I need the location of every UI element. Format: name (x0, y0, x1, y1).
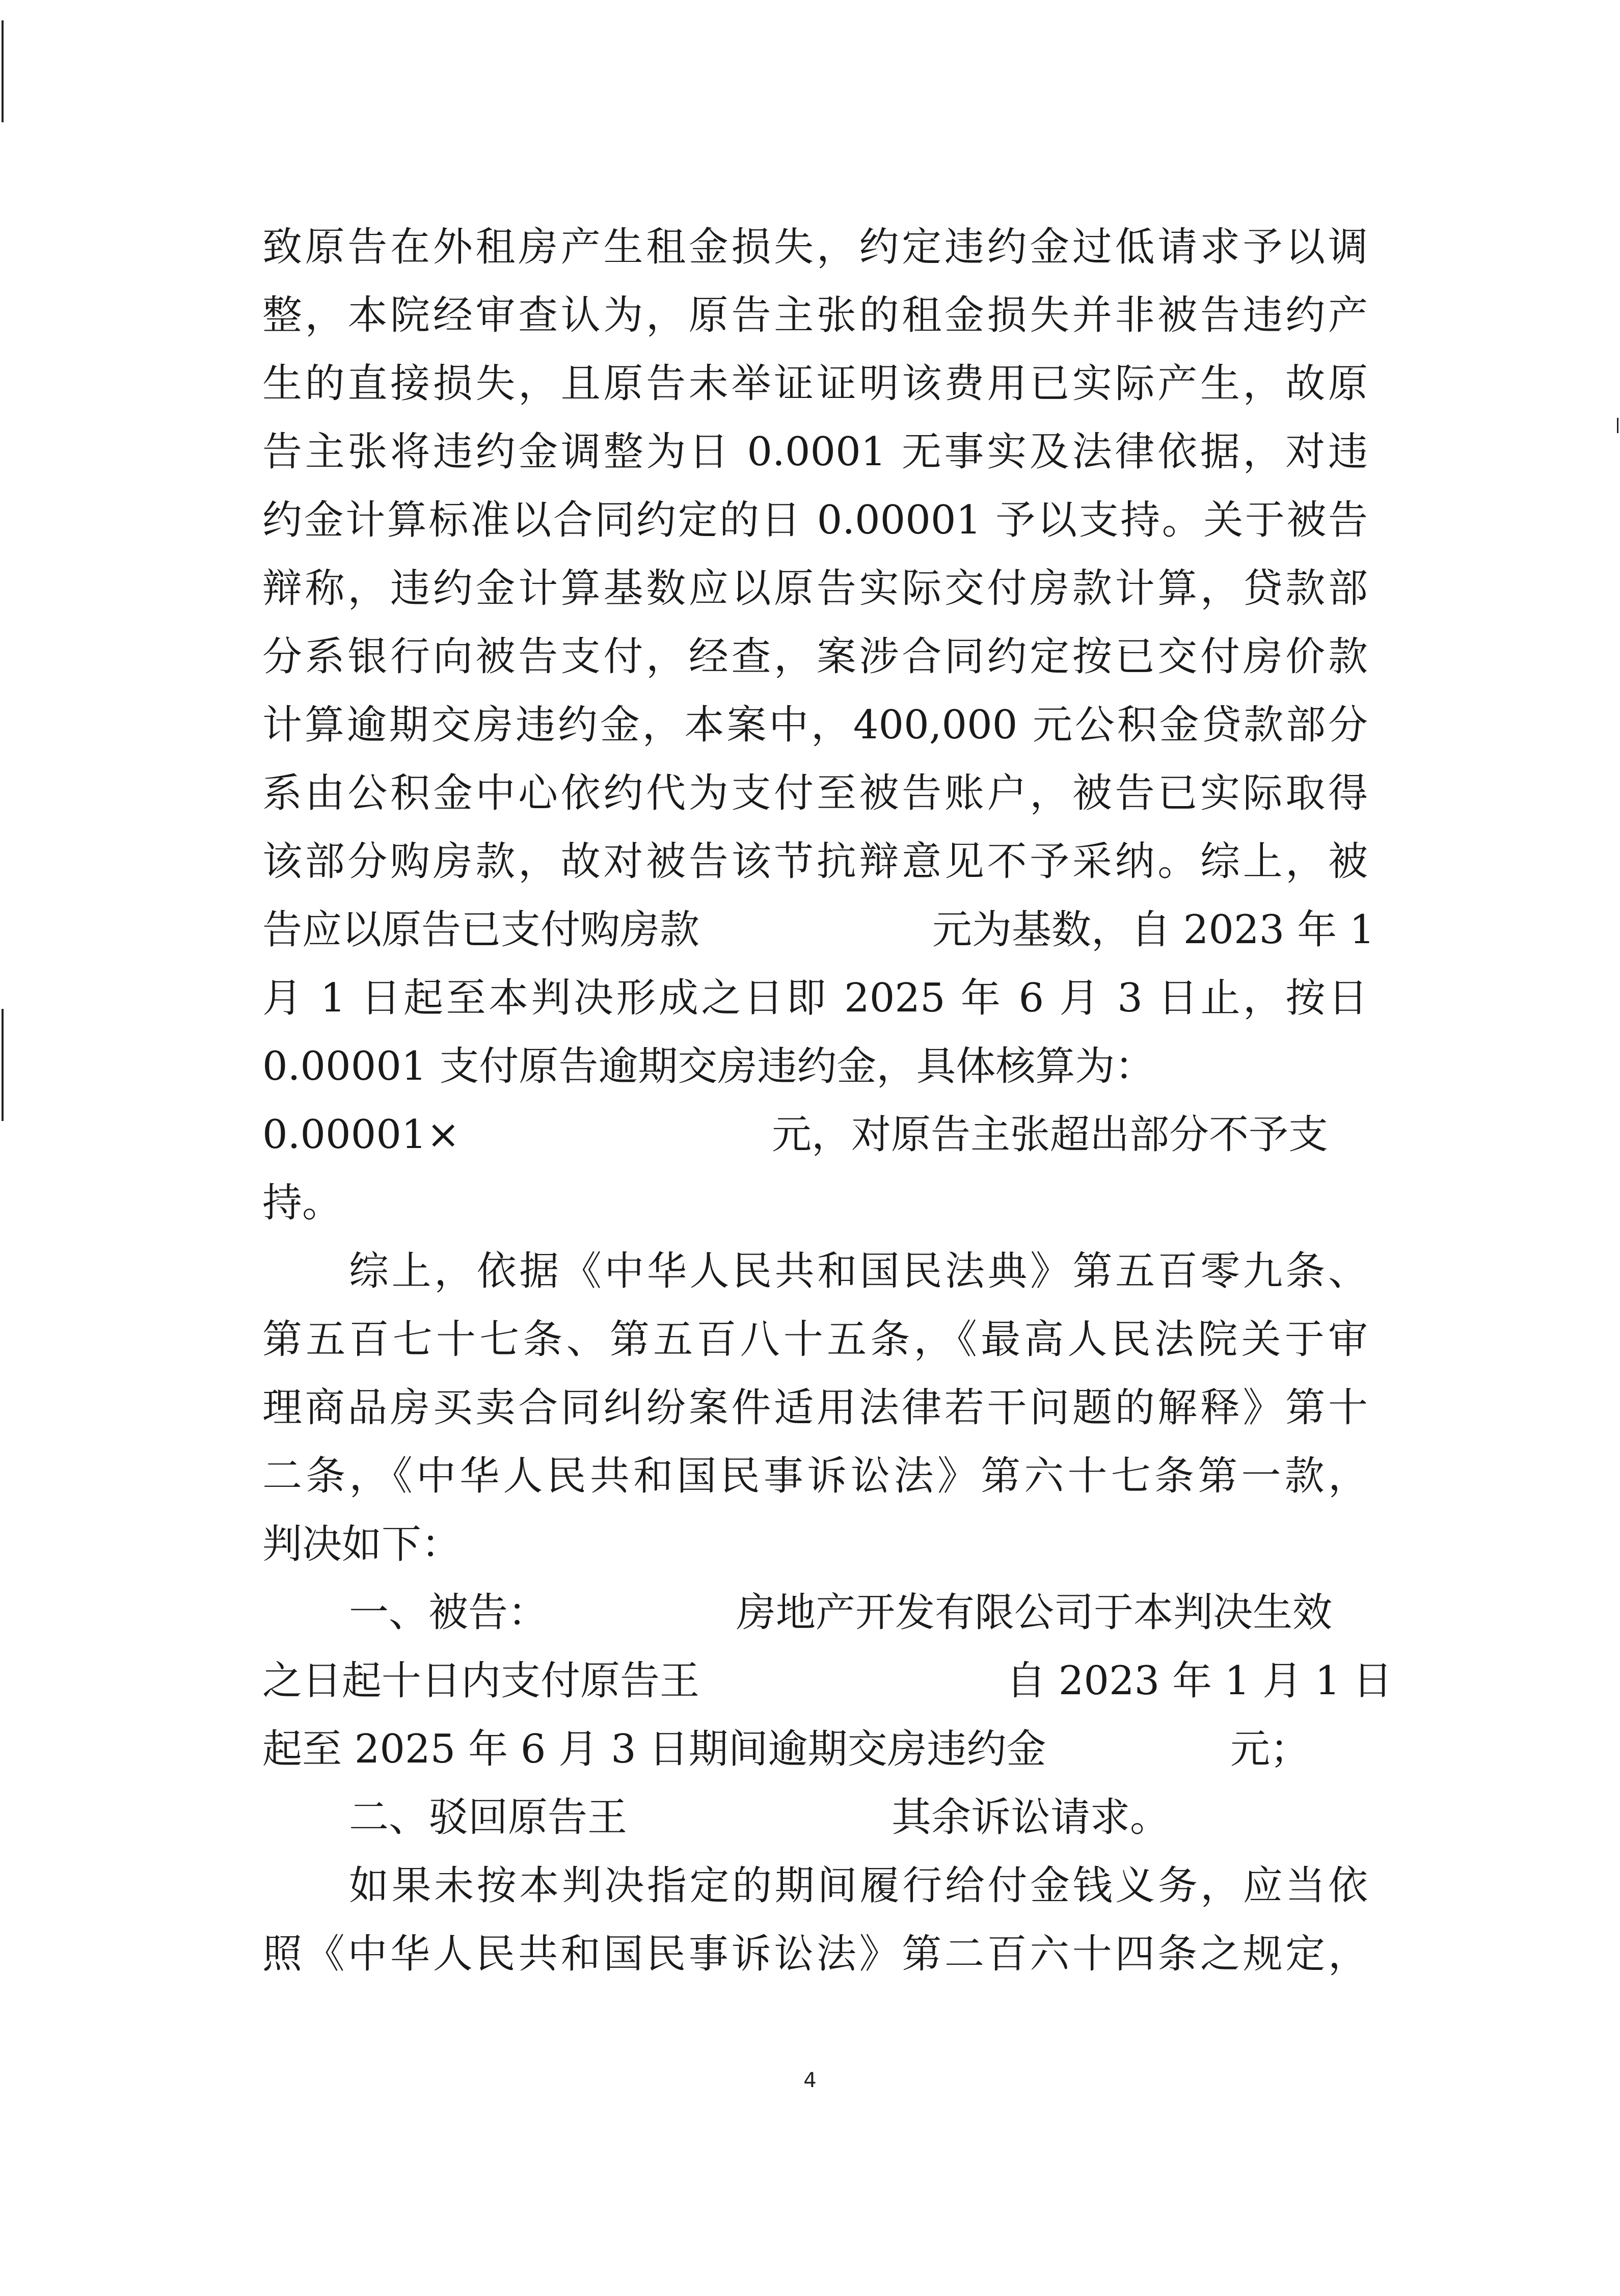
text-line: 理商品房买卖合同纠纷案件适用法律若干问题的解释》第十 (262, 1385, 1368, 1431)
text-line: 整，本院经审查认为，原告主张的租金损失并非被告违约产 (262, 292, 1368, 338)
text-segment: 起至 2025 年 6 月 3 日期间逾期交房违约金 (262, 1726, 1046, 1772)
text-line-redacted (262, 896, 1375, 964)
text-line-redacted (262, 1715, 1368, 1783)
text-line-redacted (262, 1647, 1393, 1715)
text-segment: 二、驳回原告王 (349, 1795, 628, 1840)
text-line: 持。 (262, 1180, 342, 1226)
text-segment: 0.00001× (262, 1112, 460, 1158)
scan-edge-mark (2, 20, 4, 122)
text-line-redacted (262, 1101, 1368, 1169)
text-line: 综上，依据《中华人民共和国民法典》第五百零九条、 (349, 1248, 1368, 1294)
text-line: 告主张将违约金调整为日 0.0001 无事实及法律依据，对违 (262, 429, 1368, 475)
text-line: 系由公积金中心依约代为支付至被告账户，被告已实际取得 (262, 770, 1368, 816)
judgment-item-2 (262, 1783, 1368, 1852)
text-segment: 其余诉讼请求。 (892, 1795, 1170, 1840)
text-line: 该部分购房款，故对被告该节抗辩意见不予采纳。综上，被 (262, 839, 1368, 885)
text-line: 生的直接损失，且原告未举证证明该费用已实际产生，故原 (262, 361, 1368, 407)
text-line: 分系银行向被告支付，经查，案涉合同约定按已交付房价款 (262, 634, 1368, 680)
text-line: 约金计算标准以合同约定的日 0.00001 予以支持。关于被告 (262, 497, 1368, 543)
scan-edge-mark (1617, 418, 1618, 433)
text-line: 月 1 日起至本判决形成之日即 2025 年 6 月 3 日止，按日 (262, 975, 1368, 1021)
text-line: 致原告在外租房产生租金损失，约定违约金过低请求予以调 (262, 224, 1368, 270)
text-line: 照《中华人民共和国民事诉讼法》第二百六十四条之规定， (262, 1931, 1368, 1977)
text-line: 第五百七十七条、第五百八十五条，《最高人民法院关于审 (262, 1317, 1368, 1363)
text-segment: 元； (1230, 1726, 1310, 1772)
text-line: 0.00001 支付原告逾期交房违约金，具体核算为： (262, 1044, 1155, 1089)
judgment-text (262, 213, 1393, 1988)
scan-edge-mark (2, 1009, 4, 1121)
text-segment: 一、被告： (349, 1590, 548, 1636)
text-line: 二条，《中华人民共和国民事诉讼法》第六十七条第一款， (262, 1453, 1368, 1499)
text-segment: 元，对原告主张超出部分不予支 (772, 1112, 1329, 1158)
text-line: 辩称，违约金计算基数应以原告实际交付房款计算，贷款部 (262, 566, 1368, 611)
text-segment: 房地产开发有限公司于本判决生效 (736, 1590, 1333, 1636)
text-segment: 之日起十日内支付原告王 (262, 1658, 700, 1704)
text-line: 计算逾期交房违约金，本案中，400,000 元公积金贷款部分 (262, 702, 1368, 748)
text-segment: 自 2023 年 1 月 1 日 (1006, 1658, 1393, 1704)
text-line: 如果未按本判决指定的期间履行给付金钱义务，应当依 (349, 1863, 1368, 1909)
text-segment: 告应以原告已支付购房款 (262, 907, 700, 953)
page-number: 4 (803, 2069, 817, 2092)
text-segment: 元为基数，自 2023 年 1 (932, 907, 1375, 953)
text-line: 判决如下： (262, 1521, 462, 1567)
judgment-item-1 (262, 1579, 1368, 1647)
